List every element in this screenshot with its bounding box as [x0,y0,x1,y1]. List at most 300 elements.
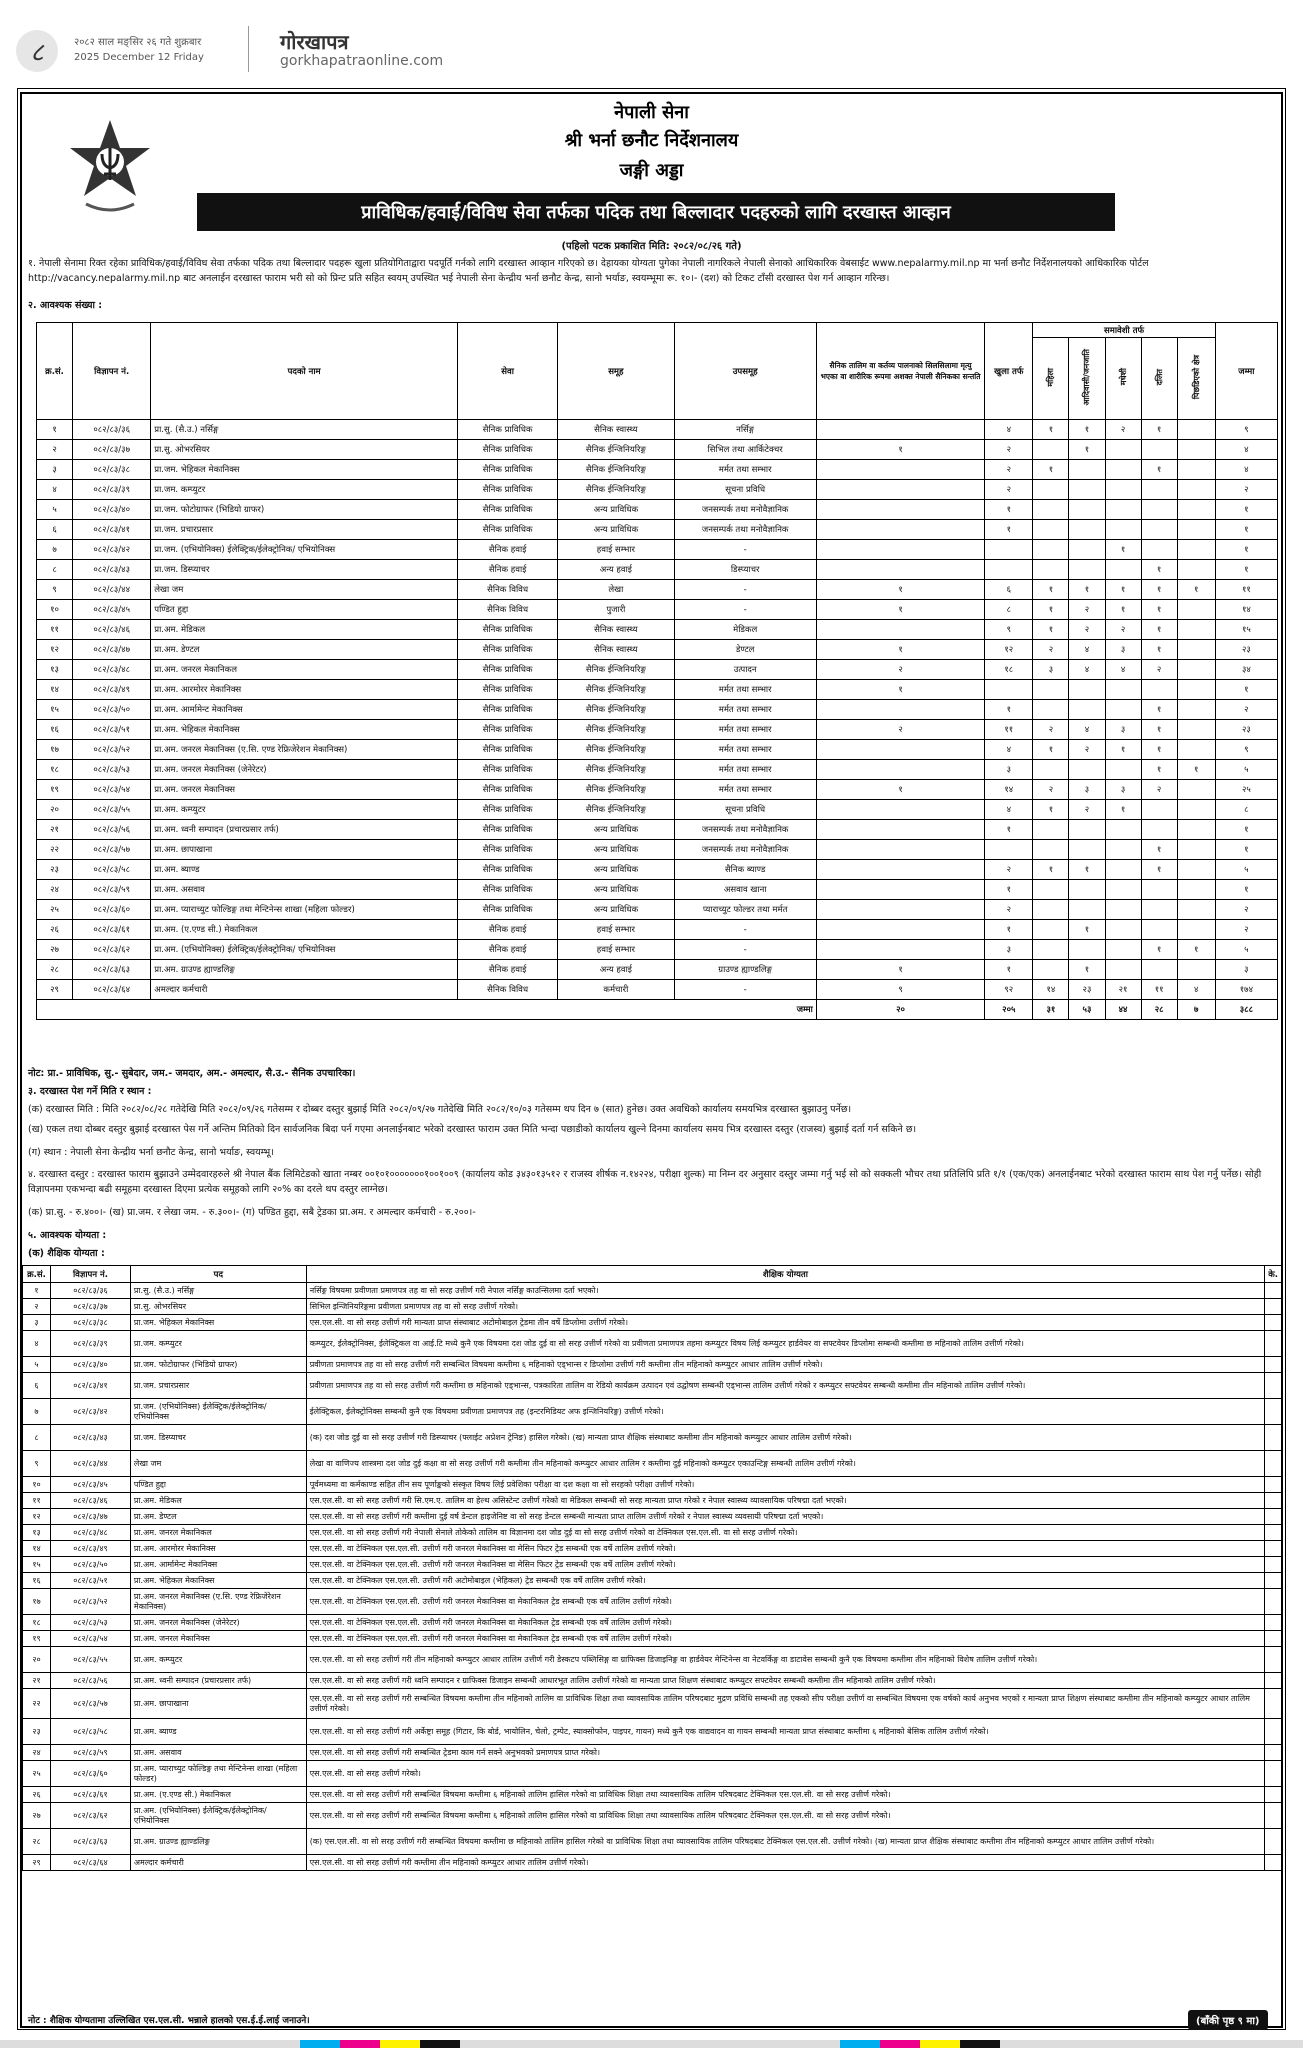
vacancy-cell [816,760,984,780]
vacancy-cell: सैनिक हवाई [458,940,558,960]
qualification-cell: २४ [23,1745,51,1761]
vacancy-cell: ५ [1215,940,1277,960]
vacancy-cell: नर्सिङ्ग [674,420,816,440]
total-label: जम्मा [37,1000,817,1020]
qualification-row [23,1761,1282,1787]
vacancy-cell: सैनिक प्राविधिक [458,460,558,480]
vacancy-cell: ८ [985,600,1033,620]
vacancy-cell: ०८२/८३/५६ [73,820,151,840]
website-link[interactable]: gorkhapatraonline.com [280,53,444,69]
vacancy-cell: १९ [37,780,73,800]
vacancy-cell: मर्मत तथा सम्भार [674,680,816,700]
vacancy-cell: ०८२/८३/४४ [73,580,151,600]
qualification-cell: एस.एल.सी. वा टेक्निकल एस.एल.सी. उत्तीर्ण गरी जनरल मेकानिक्स वा मेकानिकल ट्रेड सम्बन्धी एक वर्षे तालिम उत्तीर्ण गरेको। [306,1589,1265,1615]
qualification-row [23,1509,1282,1525]
vacancy-cell [1105,760,1141,780]
vacancy-cell: २ [1069,600,1105,620]
fee-rates: (क) प्रा.सु. - रु.४००।- (ख) प्रा.जम. र लेखा जम. - रु.३००।- (ग) पण्डित हुद्दा, सबै ट्रेडका प्रा.अम. र अमल्दार कर्मचारी - रु.२००।- [28,1207,476,1218]
qualification-extra-cell [1265,1425,1282,1451]
abbreviation-note: नोट: प्रा.- प्राविधिक, सु.- सुबेदार, जम.- जमदार, अम.- अमल्दार, सै.उ.- सैनिक उपचारिका। [28,1068,356,1079]
application-location: (ग) स्थान : नेपाली सेना केन्द्रीय भर्ना छनौट केन्द्र, सानो भर्याङ, स्वयम्भू। [28,1147,274,1158]
directorate-name: श्री भर्ना छनौट निर्देशनालय [564,130,739,151]
vacancy-cell: १ [1033,420,1069,440]
vacancy-cell [1177,740,1215,760]
vacancy-cell: ११ [985,720,1033,740]
q-col-qual: शैक्षिक योग्यता [306,1266,1265,1283]
qualification-cell: प्रा.अम. (एभियोनिक्स) ईलेक्ट्रिक/ईलेक्ट्रोनिक/ एभियोनिक्स [130,1803,306,1829]
qualification-cell: १ [23,1283,51,1299]
qualification-cell: ०८२/८३/६२ [50,1803,130,1829]
vacancy-cell [1105,900,1141,920]
vacancy-cell [1033,500,1069,520]
vacancy-cell: ३ [1215,960,1277,980]
total-cell: ७ [1177,1000,1215,1020]
vacancy-cell: २ [985,460,1033,480]
qualification-cell: १८ [23,1615,51,1631]
vacancy-cell: प्रा.अम. (एभियोनिक्स) ईलेक्ट्रिक/ईलेक्ट्रोनिक/ एभियोनिक्स [151,940,458,960]
vacancy-cell: ९ [816,980,984,1000]
vacancy-row [37,540,1278,560]
q-col-post: पद [130,1266,306,1283]
vacancy-cell: ०८२/८३/३६ [73,420,151,440]
qualification-cell: ०८२/८३/५३ [50,1615,130,1631]
qualification-cell: ०८२/८३/५६ [50,1673,130,1689]
vacancy-cell [1177,560,1215,580]
application-dates: (क) दरखास्त मिति : मिति २०८२/०८/२८ गतेदेखि मिति २०८२/०९/२६ गतेसम्म र दोब्बर दस्तुर बुझाई मिति २०८२/०९/२७ गतेदेखि मिति २०८२/१०/०३ गतेसम्म थप दिन ७ (सात) हुनेछ। उक्त अवधिको कार्यालय समयभित्र दरखास्त बुझाउनु पर्नेछ। [28,1104,852,1115]
vacancy-cell: प्रा.जम. फोटोग्राफर (भिडियो ग्राफर) [151,500,458,520]
vacancy-row [37,500,1278,520]
section-5-heading: ५. आवश्यक योग्यता : [28,1230,107,1241]
qualification-extra-cell [1265,1787,1282,1803]
vacancy-cell [1069,760,1105,780]
vacancy-cell [1105,500,1141,520]
vacancy-cell [1105,960,1141,980]
qualification-extra-cell [1265,1331,1282,1357]
vacancy-cell: सिभिल तथा आर्किटेक्चर [674,440,816,460]
qualification-extra-cell [1265,1557,1282,1573]
qualification-extra-cell [1265,1829,1282,1855]
vacancy-cell: २१ [37,820,73,840]
vacancy-cell: सैनिक प्राविधिक [458,780,558,800]
vacancy-cell: सैनिक विविध [458,980,558,1000]
qualification-cell: प्रा.अम. जनरल मेकानिकल [130,1525,306,1541]
vacancy-cell: १ [985,820,1033,840]
vacancy-cell: १ [816,580,984,600]
vacancy-cell: २ [985,860,1033,880]
paper-name: गोरखापत्र [280,30,349,54]
vacancy-cell: सैनिक ईन्जिनियरिङ्ग [558,440,674,460]
vacancy-cell: हवाई सम्भार [558,920,674,940]
vacancy-cell: २ [1105,620,1141,640]
vacancy-cell [1177,480,1215,500]
vacancy-cell: सैनिक स्वास्थ्य [558,420,674,440]
qualification-cell: एस.एल.सी. वा सो सरह उत्तीर्ण गरी सि.एम.ए. तालिम वा हेल्थ असिस्टेन्ट उत्तीर्ण गरेको वा मेडिकल सम्बन्धी सो सरह मान्यता प्राप्त गरेको र नेपाल स्वास्थ्य व्यावसायिक परिषद्मा दर्ता भएको। [306,1493,1265,1509]
qualification-row [23,1573,1282,1589]
section-5k-heading: (क) शैक्षिक योग्यता : [28,1248,105,1259]
vacancy-cell: सैनिक ईन्जिनियरिङ्ग [558,680,674,700]
vacancy-cell: ४ [985,420,1033,440]
vacancy-cell: ०८२/८३/५४ [73,780,151,800]
vacancy-cell [1141,900,1177,920]
qualification-cell: ०८२/८३/३९ [50,1331,130,1357]
vacancy-row [37,820,1278,840]
qualification-extra-cell [1265,1647,1282,1673]
vacancy-cell: प्रा.अम. आर्मामेन्ट मेकानिक्स [151,700,458,720]
vacancy-cell: प्रा.अम. ध्वनी सम्पादन (प्रचारप्रसार तर्फ) [151,820,458,840]
vacancy-cell: ०८२/८३/५२ [73,740,151,760]
vacancy-cell: अन्य प्राविधिक [558,860,674,880]
vacancy-cell: १ [1141,580,1177,600]
vacancy-cell: मर्मत तथा सम्भार [674,460,816,480]
vacancy-cell: प्रा.अम. प्याराच्युट फोल्डिङ्ग तथा मेन्टिनेन्स शाखा (महिला फोल्डर) [151,900,458,920]
vacancy-cell: १ [1177,760,1215,780]
vacancy-cell: १ [1141,460,1177,480]
vacancy-row [37,980,1278,1000]
vacancy-cell: प्रा.जम. प्रचारप्रसार [151,520,458,540]
qualification-row [23,1803,1282,1829]
vacancy-row [37,760,1278,780]
vacancy-cell [1177,860,1215,880]
vacancy-row [37,680,1278,700]
vacancy-cell: प्याराच्युट फोल्डर तथा मर्मत [674,900,816,920]
vacancy-cell [1105,700,1141,720]
section-3-heading: ३. दरखास्त पेश गर्ने मिति र स्थान : [28,1086,152,1097]
qualification-cell: लेखा वा वाणिज्य शास्त्रमा दश जोड दुई कक्षा वा सो सरह उत्तीर्ण गरी कम्तीमा तीन महिनाको कम्प्युटर आधार तालिम र कम्तीमा दुई महिनाको कम्प्युटर एकाउन्टिङ्ग सम्बन्धी तालिम उत्तीर्ण गरेको। [306,1451,1265,1477]
vacancy-cell: ०८२/८३/६३ [73,960,151,980]
vacancy-cell: सैनिक ईन्जिनियरिङ्ग [558,480,674,500]
vacancy-cell [1177,500,1215,520]
vacancy-cell [1141,520,1177,540]
vacancy-cell [1069,680,1105,700]
qualification-cell: ०८२/८३/६० [50,1761,130,1787]
qualification-cell: ०८२/८३/५७ [50,1689,130,1719]
vacancy-cell [1141,920,1177,940]
vacancy-cell: २ [1069,740,1105,760]
qualification-cell: ०८२/८३/५८ [50,1719,130,1745]
vacancy-cell: सैनिक हवाई [458,560,558,580]
vacancy-row [37,780,1278,800]
vacancy-cell: १ [816,680,984,700]
vacancy-cell: १ [1215,520,1277,540]
q-col-ad-no: विज्ञापन नं. [50,1266,130,1283]
vacancy-cell: ०८२/८३/४९ [73,680,151,700]
vacancy-cell: ०८२/८३/३८ [73,460,151,480]
qualification-cell: ०८२/८३/४५ [50,1477,130,1493]
qualification-row [23,1399,1282,1425]
vacancy-cell [816,560,984,580]
footer-note: नोट : शैक्षिक योग्यतामा उल्लिखित एस.एल.सी. भन्नाले हालको एस.ई.ई.लाई जनाउने। [28,2016,310,2026]
qualification-extra-cell [1265,1509,1282,1525]
qualification-cell: एस.एल.सी. वा सो सरह उत्तीर्ण गरी नेपाली सेनाले तोकेको तालिम वा विज्ञानमा दश जोड दुई वा सो सरह उत्तीर्ण गरेको वा टेक्निकल एस.एल.सी. वा सो सरह उत्तीर्ण गरेको। [306,1525,1265,1541]
vacancy-cell: सैनिक विविध [458,600,558,620]
vacancy-cell: सैनिक हवाई [458,960,558,980]
vacancy-cell: १ [1141,700,1177,720]
vacancy-cell: प्रा.सु. ओभरसियर [151,440,458,460]
vacancy-cell: लेखा जम [151,580,458,600]
qualification-cell: सिभिल इन्जिनियरिङ्गमा प्रवीणता प्रमाणपत्र तह वा सो सरह उत्तीर्ण गरेको। [306,1299,1265,1315]
vacancy-cell [1069,820,1105,840]
qualification-cell: ०८२/८३/६४ [50,1855,130,1871]
vacancy-row [37,720,1278,740]
vacancy-cell: ४ [985,800,1033,820]
vacancy-cell [1033,700,1069,720]
vacancy-cell [816,620,984,640]
vacancy-cell: २ [1033,780,1069,800]
vacancy-cell [1177,620,1215,640]
vacancy-cell: २ [37,440,73,460]
vacancy-table [36,322,1278,1020]
vacancy-cell: ९ [985,620,1033,640]
vacancy-cell: सैनिक ईन्जिनियरिङ्ग [558,660,674,680]
vacancy-cell: १ [1215,680,1277,700]
vacancy-cell: अन्य हवाई [558,960,674,980]
vacancy-cell [1177,700,1215,720]
vacancy-cell: सैनिक ईन्जिनियरिङ्ग [558,460,674,480]
vacancy-cell [816,880,984,900]
qualification-cell: एस.एल.सी. वा टेक्निकल एस.एल.सी. उत्तीर्ण गरी जनरल मेकानिक्स वा मेकानिकल ट्रेड सम्बन्धी एक वर्षे तालिम उत्तीर्ण गरेको। [306,1631,1265,1647]
qualification-cell: प्रा.जम. भेहिकल मेकानिक्स [130,1315,306,1331]
vacancy-row [37,920,1278,940]
org-name: नेपाली सेना [614,102,689,123]
vacancy-cell [1033,520,1069,540]
vacancy-cell [1033,440,1069,460]
qualification-cell: प्रा.अम. जनरल मेकानिक्स (ए.सि. एण्ड रेफ्रिजेरेशन मेकानिक्स) [130,1589,306,1615]
qualification-extra-cell [1265,1357,1282,1373]
vacancy-row [37,600,1278,620]
vacancy-cell: ०८२/८३/४२ [73,540,151,560]
vacancy-cell: ३ [1033,660,1069,680]
vacancy-cell [1141,880,1177,900]
vacancy-row [37,840,1278,860]
vacancy-cell: जनसम्पर्क तथा मनोवैज्ञानिक [674,820,816,840]
vacancy-cell: १ [1033,460,1069,480]
qualification-extra-cell [1265,1283,1282,1299]
vacancy-cell: सैनिक हवाई [458,540,558,560]
qualification-cell: प्रा.सु. ओभरसियर [130,1299,306,1315]
vacancy-cell: १ [1069,440,1105,460]
vacancy-cell: प्रा.अम. ब्याण्ड [151,860,458,880]
col-total: जम्मा [1215,323,1277,420]
vacancy-cell [1105,480,1141,500]
qualification-cell: एस.एल.सी. वा सो सरह उत्तीर्ण गरी अर्केष्ट्रा समूह (गिटार, कि बोर्ड, भायोलिन, चेलो, ट्रम्पेट, स्याक्सोफोन, पाइपर, गायन) मध्ये कुनै एक वाद्यवादन वा गायन सम्बन्धी मान्यता प्राप्त संस्थाबाट कम्तीमा ६ महिनाको बेसिक तालिम उत्तीर्ण गरेको। [306,1719,1265,1745]
qualification-extra-cell [1265,1299,1282,1315]
vacancy-cell: सैनिक प्राविधिक [458,520,558,540]
notice-title: प्राविधिक/हवाई/विविध सेवा तर्फका पदिक तथा बिल्लादार पदहरुको लागि दरखास्त आव्हान [197,193,1115,231]
vacancy-cell: २० [37,800,73,820]
vacancy-cell [1105,460,1141,480]
vacancy-cell: प्रा.जम. भेहिकल मेकानिक्स [151,460,458,480]
qualification-cell: २६ [23,1787,51,1803]
vacancy-cell [816,540,984,560]
vacancy-cell: १ [37,420,73,440]
qualification-cell: ०८२/८३/५४ [50,1631,130,1647]
vacancy-cell [1033,680,1069,700]
qualification-extra-cell [1265,1451,1282,1477]
vacancy-cell [1177,960,1215,980]
qualification-cell: ६ [23,1373,51,1399]
vacancy-cell: मर्मत तथा सम्भार [674,780,816,800]
vacancy-cell: डेण्टल [674,640,816,660]
total-cell: २०५ [985,1000,1033,1020]
vacancy-cell: हवाई सम्भार [558,940,674,960]
vacancy-cell: - [674,580,816,600]
vacancy-cell: ७ [37,540,73,560]
vacancy-cell [1105,680,1141,700]
vacancy-cell: ६ [985,580,1033,600]
vacancy-cell: प्रा.अम. (ए.एण्ड सी.) मेकानिकल [151,920,458,940]
qualification-cell: १२ [23,1509,51,1525]
vacancy-cell: १ [985,880,1033,900]
vacancy-cell: सैनिक ईन्जिनियरिङ्ग [558,700,674,720]
vacancy-cell: प्रा.अम. आरमोरर मेकानिक्स [151,680,458,700]
vacancy-cell: अन्य प्राविधिक [558,880,674,900]
vacancy-cell: १२ [37,640,73,660]
vacancy-cell: असवाव खाना [674,880,816,900]
qualification-cell: एस.एल.सी. वा टेक्निकल एस.एल.सी. उत्तीर्ण गरी जनरल मेकानिक्स वा मेसिन फिटर ट्रेड सम्बन्धी एक वर्षे तालिम उत्तीर्ण गरेको। [306,1557,1265,1573]
vacancy-cell [1033,540,1069,560]
vacancy-cell [1033,960,1069,980]
qualification-row [23,1631,1282,1647]
vacancy-cell: पुजारी [558,600,674,620]
qualification-row [23,1283,1282,1299]
vacancy-cell: १ [1033,600,1069,620]
vacancy-cell [816,820,984,840]
vacancy-cell: ३ [1105,780,1141,800]
vacancy-cell: १ [1069,580,1105,600]
vacancy-cell: १७४ [1215,980,1277,1000]
vacancy-cell [1105,440,1141,460]
vacancy-cell: १४ [1033,980,1069,1000]
vacancy-cell: ५ [1215,860,1277,880]
vacancy-cell: १ [1215,500,1277,520]
vacancy-cell: २ [1141,780,1177,800]
qualification-cell: प्रवीणता प्रमाणपत्र तह वा सो सरह उत्तीर्ण गरी सम्बन्धित विषयमा कम्तीमा ६ महिनाको एड्भान्स र डिप्लोमा उत्तीर्ण गरी कम्तीमा तीन महिनाको कम्प्युटर आधार तालिम उत्तीर्ण गरेको। [306,1357,1265,1373]
vacancy-cell: प्रा.अम. डेण्टल [151,640,458,660]
vacancy-row [37,800,1278,820]
col-service: सेवा [458,323,558,420]
col-ad-no: विज्ञापन नं. [73,323,151,420]
vacancy-cell: जनसम्पर्क तथा मनोवैज्ञानिक [674,520,816,540]
vacancy-cell: १४ [37,680,73,700]
vacancy-cell: २१ [1105,980,1141,1000]
qualification-cell: १५ [23,1557,51,1573]
qualification-cell: ५ [23,1357,51,1373]
vacancy-cell: लेखा [558,580,674,600]
vacancy-cell: २ [1215,920,1277,940]
vacancy-cell [1177,660,1215,680]
vacancy-cell: सैनिक प्राविधिक [458,700,558,720]
qualification-cell: ४ [23,1331,51,1357]
qualification-cell: ०८२/८३/५२ [50,1589,130,1615]
vacancy-cell: ९ [1215,420,1277,440]
vacancy-cell: २ [1215,900,1277,920]
vacancy-row [37,660,1278,680]
vacancy-cell: २५ [37,900,73,920]
vacancy-cell: - [674,980,816,1000]
qualification-cell: प्रा.अम. जनरल मेकानिक्स (जेनेरेटर) [130,1615,306,1631]
vacancy-cell: ११ [37,620,73,640]
vacancy-cell: ४ [985,740,1033,760]
qualification-cell: एस.एल.सी. वा सो सरह उत्तीर्ण गरी मान्यता प्राप्त संस्थाबाट अटोमोबाइल ट्रेडमा तीन वर्षे डिप्लोमा उत्तीर्ण गरेको। [306,1315,1265,1331]
qualification-cell: ०८२/८३/४० [50,1357,130,1373]
vacancy-cell: २ [1215,480,1277,500]
vacancy-cell [1177,920,1215,940]
vacancy-cell: २ [985,440,1033,460]
qualification-extra-cell [1265,1373,1282,1399]
qualification-extra-cell [1265,1803,1282,1829]
vacancy-cell: १ [1141,600,1177,620]
vacancy-cell: ४ [1215,440,1277,460]
vacancy-cell: १ [1215,560,1277,580]
vacancy-cell: १ [1141,640,1177,660]
qualification-extra-cell [1265,1745,1282,1761]
vacancy-cell: २ [816,720,984,740]
vacancy-cell [1069,460,1105,480]
vacancy-cell: सैनिक प्राविधिक [458,420,558,440]
vacancy-cell: २६ [37,920,73,940]
vacancy-cell: ग्राउण्ड ह्याण्डलिङ्ग [674,960,816,980]
qualification-cell: ०८२/८३/४९ [50,1541,130,1557]
qualification-cell: एस.एल.सी. वा सो सरह उत्तीर्ण गरी ध्वनि सम्पादन र ग्राफिक्स डिजाइन सम्बन्धी आधारभूत तालिम उत्तीर्ण गरेको वा मान्यता प्राप्त शिक्षण संस्थाबाट कम्प्युटर सफ्टवेयर सम्बन्धी कम्तीमा तीन महिनाको तालिम उत्तीर्ण गरेको। [306,1673,1265,1689]
vacancy-cell: सैनिक ईन्जिनियरिङ्ग [558,760,674,780]
qualification-cell: ०८२/८३/४२ [50,1399,130,1425]
vacancy-cell: २ [1141,660,1177,680]
vacancy-cell: अन्य प्राविधिक [558,840,674,860]
vacancy-cell [816,800,984,820]
qualification-cell: ईलेक्ट्रिकल, ईलेक्ट्रोनिक्स सम्बन्धी कुनै एक विषयमा प्रवीणता प्रमाणपत्र तह (इन्टरमिडियट अफ इन्जिनियरिङ्ग) उत्तीर्ण गरेको। [306,1399,1265,1425]
vacancy-cell: १४ [1215,600,1277,620]
vacancy-cell: प्रा.अम. असवाव [151,880,458,900]
vacancy-cell: १ [985,920,1033,940]
vacancy-cell: २ [816,660,984,680]
vacancy-cell: मर्मत तथा सम्भार [674,740,816,760]
qualification-cell: २३ [23,1719,51,1745]
vacancy-cell: ०८२/८३/५५ [73,800,151,820]
vacancy-cell: १ [816,640,984,660]
qualification-cell: प्रा.अम. भेहिकल मेकानिक्स [130,1573,306,1589]
vacancy-cell: ०८२/८३/४६ [73,620,151,640]
qualification-row [23,1557,1282,1573]
vacancy-cell: १ [1215,820,1277,840]
vacancy-cell: मर्मत तथा सम्भार [674,700,816,720]
qualification-cell: प्रा.अम. आरमोरर मेकानिक्स [130,1541,306,1557]
qualification-cell: प्रा.अम. आर्मामेन्ट मेकानिक्स [130,1557,306,1573]
vacancy-cell [1177,820,1215,840]
vacancy-cell [1069,520,1105,540]
col-inclusive: समावेशी तर्फ [1033,323,1215,338]
vacancy-cell: ३ [1069,780,1105,800]
first-publish-date: (पहिलो पटक प्रकाशित मिति: २०८२/०८/२६ गते) [561,241,742,252]
vacancy-cell: सैनिक स्वास्थ्य [558,640,674,660]
vacancy-cell [1141,800,1177,820]
vacancy-cell: ०८२/८३/४७ [73,640,151,660]
qualification-cell: ०८२/८३/५५ [50,1647,130,1673]
qualification-cell: प्रा.जम. कम्प्युटर [130,1331,306,1357]
qualification-cell: पूर्वमध्यमा वा कर्मकाण्ड सहित तीन सय पूर्णाङ्कको संस्कृत विषय लिई प्रवेशिका परीक्षा वा दश कक्षा वा सो सरहको परीक्षा उत्तीर्ण गरेको। [306,1477,1265,1493]
qualification-row [23,1315,1282,1331]
vacancy-cell [1105,820,1141,840]
vacancy-cell: ०८२/८३/४१ [73,520,151,540]
vacancy-cell: १ [1033,740,1069,760]
header-divider [248,26,249,72]
qualification-extra-cell [1265,1615,1282,1631]
total-cell: ४४ [1105,1000,1141,1020]
vacancy-cell [1033,940,1069,960]
vacancy-cell: १ [1033,580,1069,600]
vacancy-cell [1069,540,1105,560]
col-group: समूह [558,323,674,420]
qualification-row [23,1331,1282,1357]
